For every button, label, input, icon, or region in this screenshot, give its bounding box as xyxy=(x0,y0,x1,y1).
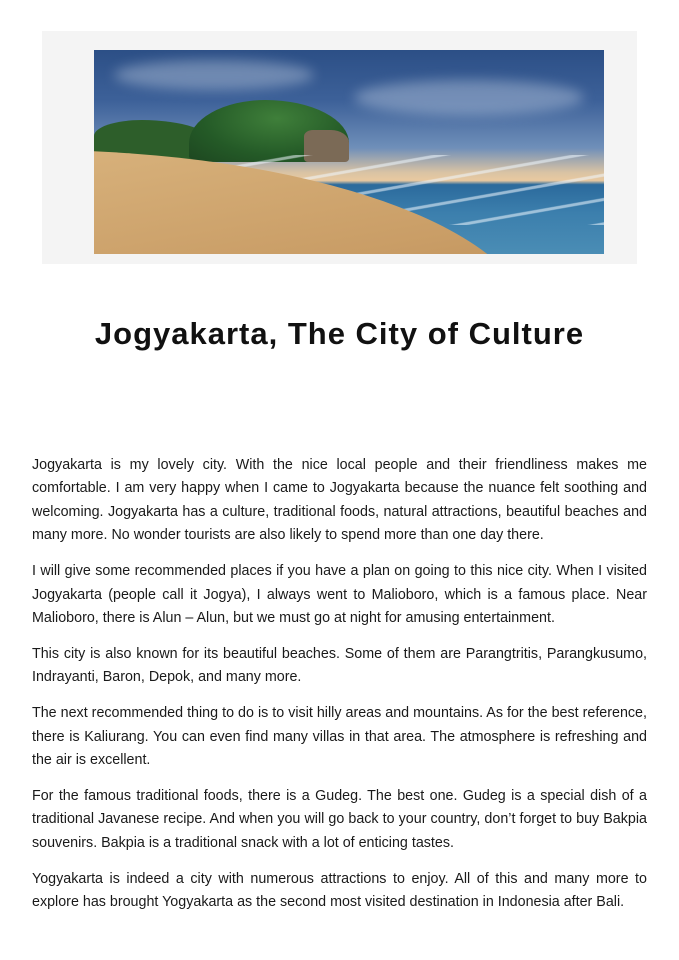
paragraph: Jogyakarta is my lovely city. With the nice local people and their friendliness makes me comfortable. I am very happy when I came to Jogyakarta because the nuance felt soothing and welcoming. Jogyakarta has a culture, traditional foods, natural attractions, beautiful beaches and many more. No wonder tourists are also likely to spend more than one day there. xyxy=(32,457,647,544)
paragraph: For the famous traditional foods, there is a Gudeg. The best one. Gudeg is a special dish of a traditional Javanese recipe. And when you will go back to your country, don’t forget to buy Bakpia souvenirs. Bakpia is a traditional snack with a lot of enticing tastes. xyxy=(32,787,647,851)
banner-frame xyxy=(42,31,637,264)
paragraph: The next recommended thing to do is to visit hilly areas and mountains. As for the best reference, there is Kaliurang. You can even find many villas in that area. The atmosphere is refreshing and the air is excellent. xyxy=(32,705,647,768)
page-title: Jogyakarta, The City of Culture xyxy=(94,316,585,351)
article-body xyxy=(32,454,647,927)
cloud xyxy=(114,60,314,90)
paragraph: I will give some recommended places if you have a plan on going to this nice city. When I visited Jogyakarta (people call it Jogya), I always went to Malioboro, which is a famous place. Near Malioboro, there is Alun – Alun, but we must go at night for amusing entertainment. xyxy=(32,563,647,626)
paragraph: This city is also known for its beautiful beaches. Some of them are Parangtritis, Parangkusumo, Indrayanti, Baron, Depok, and many more. xyxy=(32,645,647,686)
paragraph: Yogyakarta is indeed a city with numerous attractions to enjoy. All of this and many more to explore has brought Yogyakarta as the second most visited destination in Indonesia after Bali. xyxy=(32,870,647,910)
cloud xyxy=(354,80,584,115)
beach-photo xyxy=(94,50,604,254)
